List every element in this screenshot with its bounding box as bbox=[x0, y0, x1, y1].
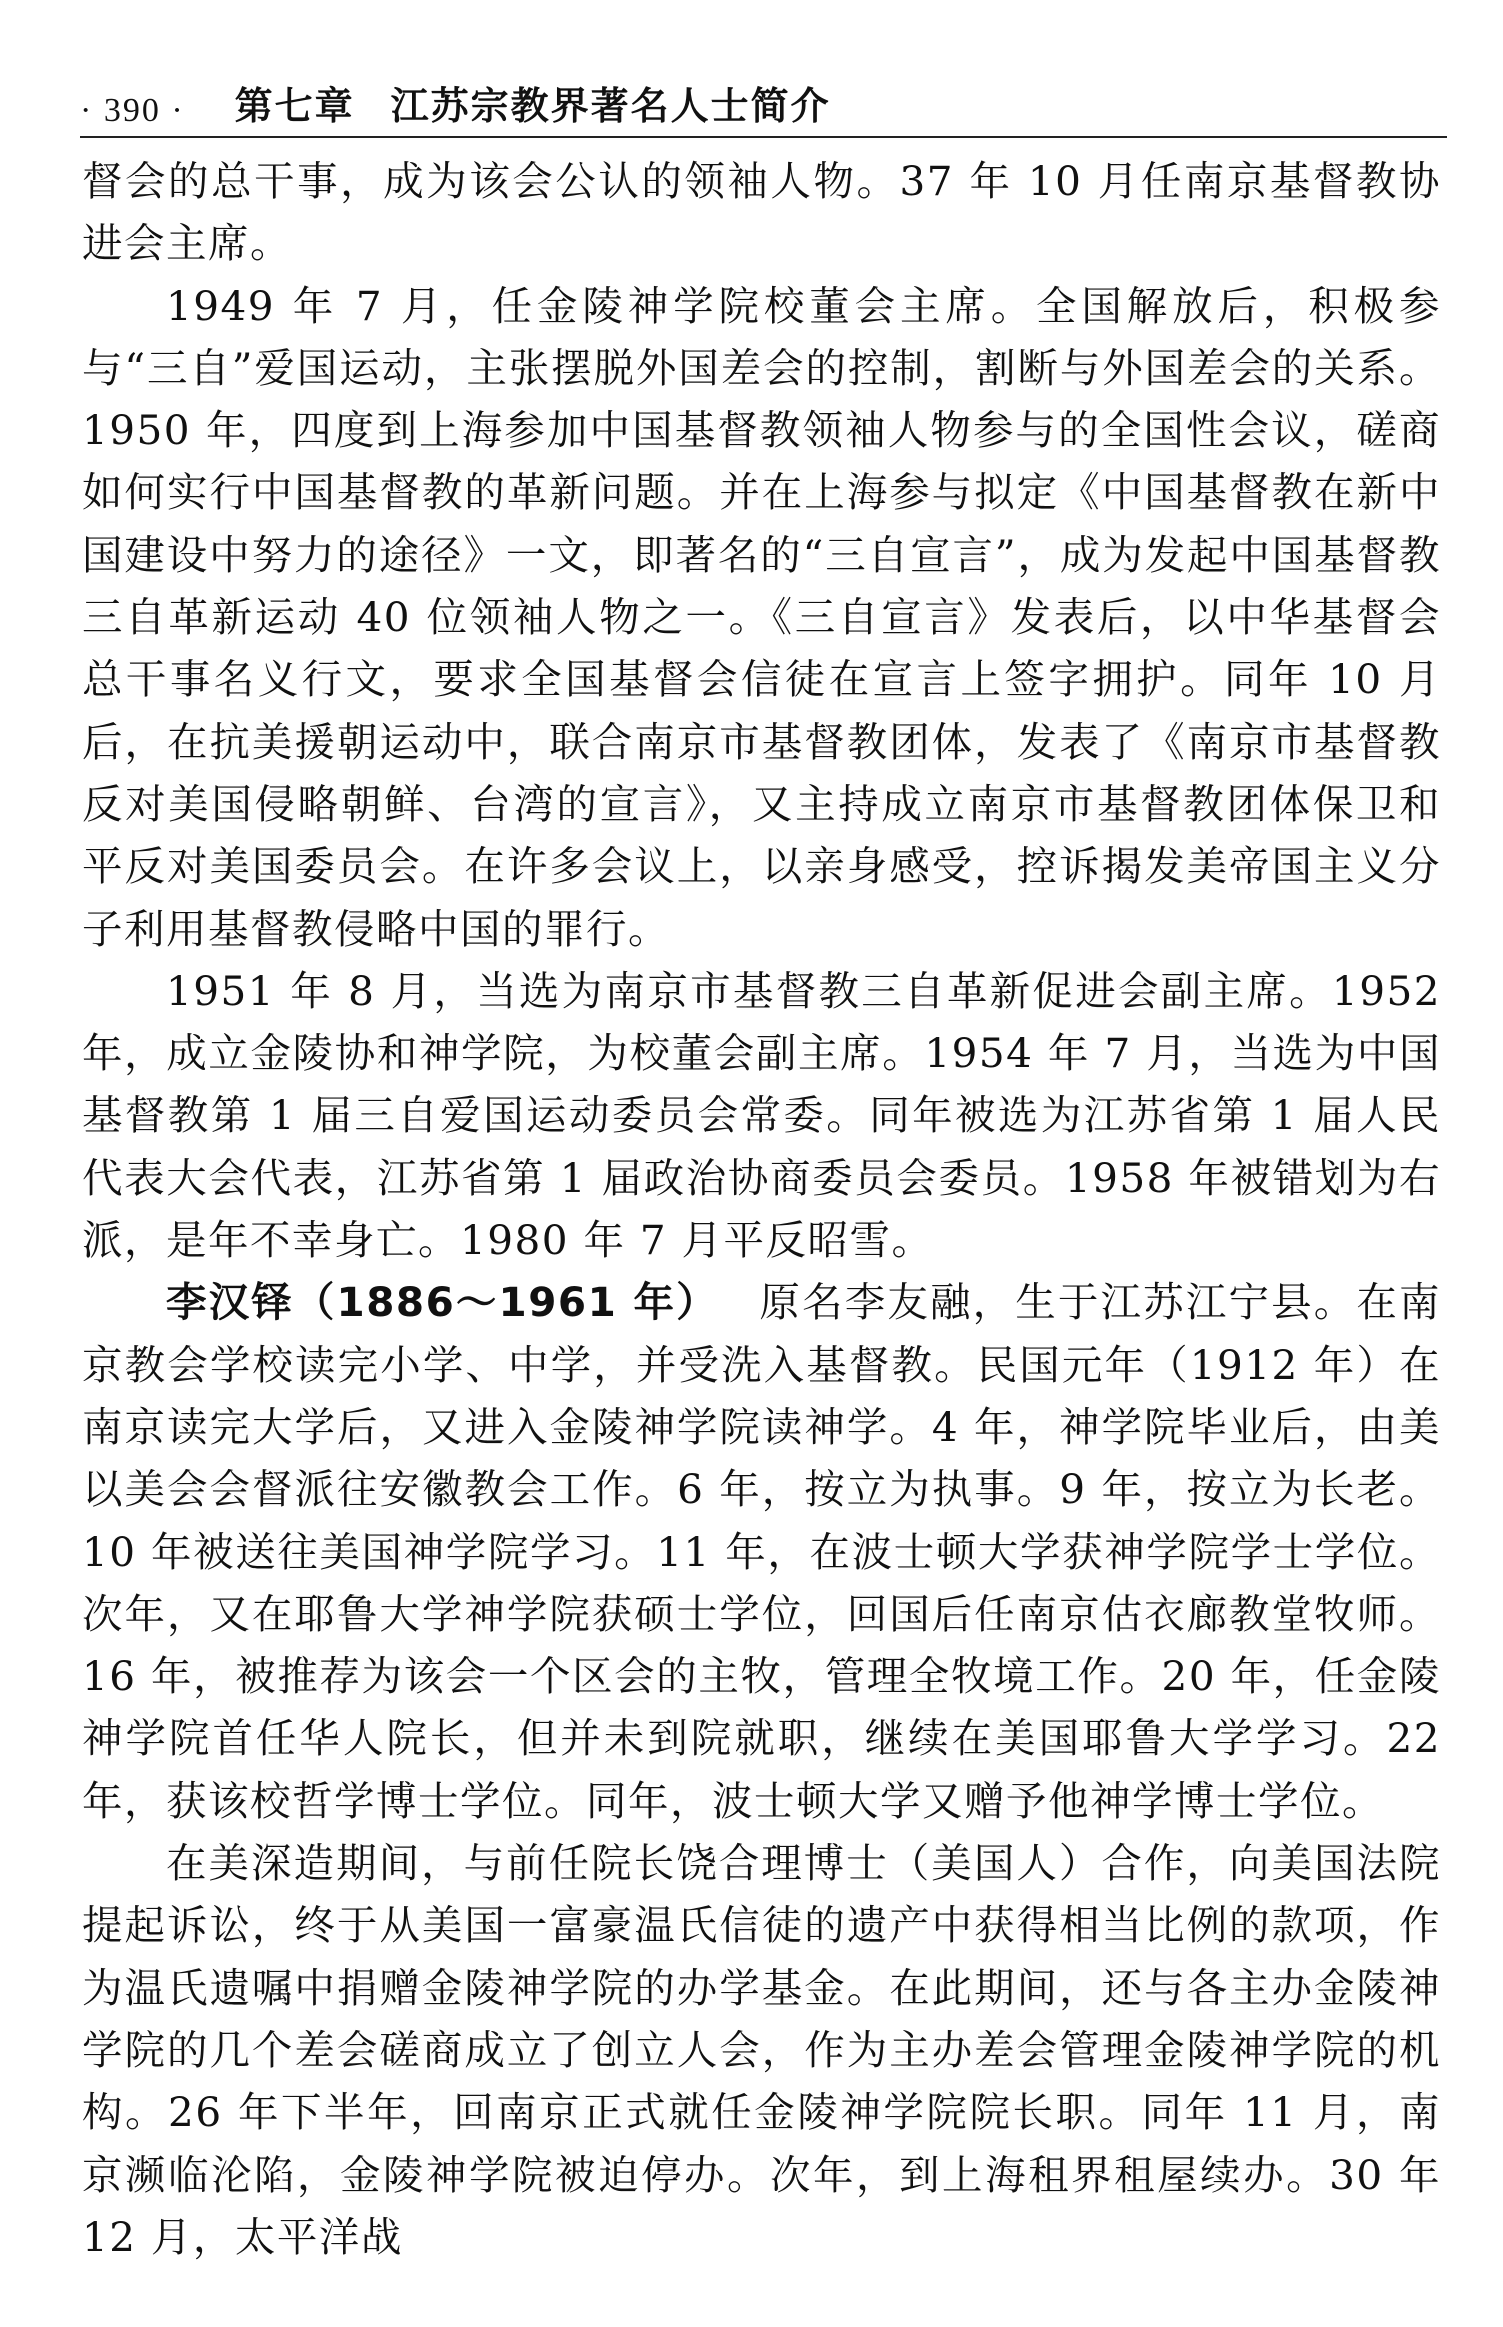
paragraph bbox=[82, 150, 1441, 275]
paragraph-text: 1951 年 8 月，当选为南京市基督教三自革新促进会副主席。1952 年，成立金陵协和神学院，为校董会副主席。1954 年 7 月，当选为中国基督教第 1 届三自爱国运动委员会常委。同年被选为江苏省第 1 届人民代表大会代表，江苏省第 1 届政治协商委员会委员。1958 年被错划为右派，是年不幸身亡。1980 年 7 月平反昭雪。 bbox=[82, 966, 1441, 1265]
paragraph-text: 在美深造期间，与前任院长饶合理博士（美国人）合作，向美国法院提起诉讼，终于从美国一富豪温氏信徒的遗产中获得相当比例的款项，作为温氏遗嘱中捐赠金陵神学院的办学基金。在此期间，还与各主办金陵神学院的几个差会磋商成立了创立人会，作为主办差会管理金陵神学院的机构。26 年下半年，回南京正式就任金陵神学院院长职。同年 11 月，南京濒临沦陷，金陵神学院被迫停办。次年，到上海租界租屋续办。30 年 12 月，太平洋战 bbox=[82, 1839, 1441, 2261]
entry-heading: 李汉铎（1886～1961 年） bbox=[166, 1278, 719, 1327]
running-title bbox=[235, 75, 831, 130]
paragraph-text: 1949 年 7 月，任金陵神学院校董会主席。全国解放后，积极参与“三自”爱国运动，主张摆脱外国差会的控制，割断与外国差会的关系。1950 年，四度到上海参加中国基督教领袖人物参与的全国性会议，磋商如何实行中国基督教的革新问题。并在上海参与拟定《中国基督教在新中国建设中努力的途径》一文，即著名的“三自宣言”，成为发起中国基督教三自革新运动 40 位领袖人物之一。《三自宣言》发表后，以中华基督会总干事名义行文，要求全国基督会信徒在宣言上签字拥护。同年 10 月后，在抗美援朝运动中，联合南京市基督教团体，发表了《南京市基督教反对美国侵略朝鲜、台湾的宣言》，又主持成立南京市基督教团体保卫和平反对美国委员会。在许多会议上，以亲身感受，控诉揭发美帝国主义分子利用基督教侵略中国的罪行。 bbox=[82, 281, 1441, 953]
page-header bbox=[80, 60, 1447, 138]
page-body bbox=[82, 150, 1441, 2268]
page-number: · 390 · bbox=[80, 92, 185, 129]
paragraph-text: 原名李友融，生于江苏江宁县。在南京教会学校读完小学、中学，并受洗入基督教。民国元年（1912 年）在南京读完大学后，又进入金陵神学院读神学。4 年，神学院毕业后，由美以美会会督派往安徽教会工作。6 年，按立为执事。9 年，按立为长老。10 年被送往美国神学院学习。11 年，在波士顿大学获神学院学士学位。次年，又在耶鲁大学神学院获硕士学位，回国后任南京估衣廊教堂牧师。16 年，被推荐为该会一个区会的主牧，管理全牧境工作。20 年，任金陵神学院首任华人院长，但并未到院就职，继续在美国耶鲁大学学习。22 年，获该校哲学博士学位。同年，波士顿大学又赠予他神学博士学位。 bbox=[82, 1278, 1442, 1825]
paragraph-text: 督会的总干事，成为该会公认的领袖人物。37 年 10 月任南京基督教协进会主席。 bbox=[82, 157, 1441, 268]
paragraph bbox=[82, 275, 1441, 960]
chapter-title: 江苏宗教界著名人士简介 bbox=[390, 84, 831, 128]
paragraph bbox=[82, 1832, 1441, 2268]
biography-entry bbox=[82, 1271, 1441, 1832]
paragraph bbox=[82, 960, 1441, 1271]
chapter-label: 第七章 bbox=[234, 84, 355, 128]
